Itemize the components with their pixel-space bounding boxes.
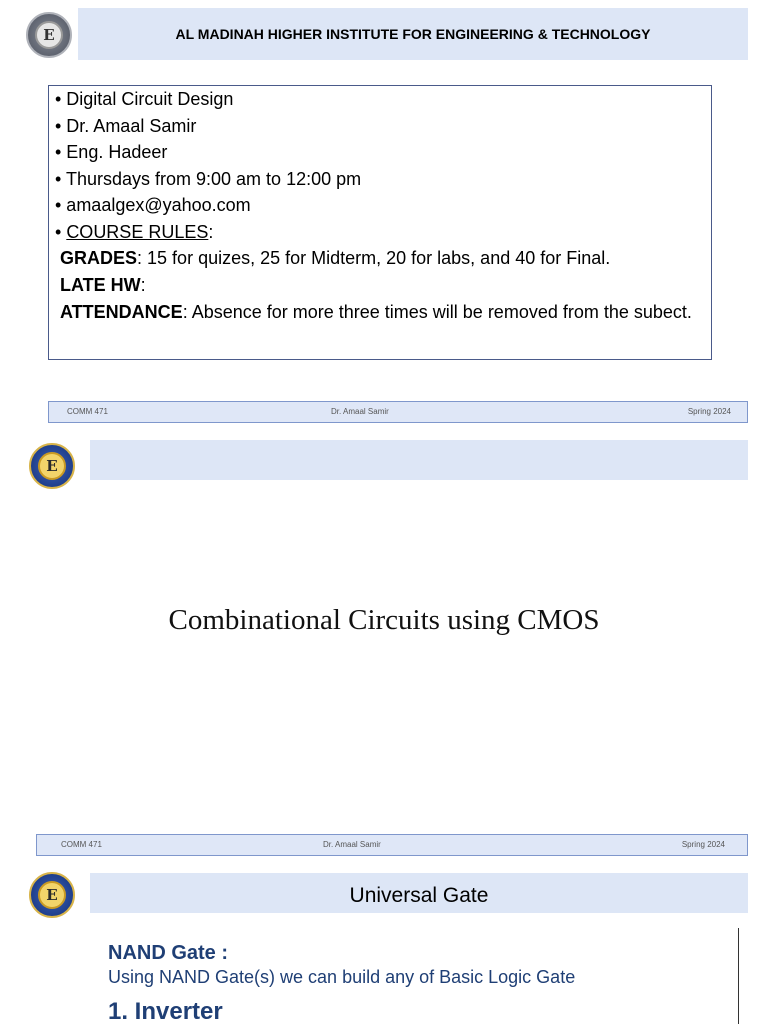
bullet-email: • amaalgex@yahoo.com: [55, 195, 251, 215]
footer-term: Spring 2024: [681, 840, 725, 849]
grades-label: GRADES: [60, 248, 138, 268]
footer-term: Spring 2024: [687, 407, 731, 416]
bullet-course: • Digital Circuit Design: [55, 89, 234, 109]
slide-footer: [48, 401, 748, 423]
logo-letter: E: [38, 881, 66, 909]
nand-description: Using NAND Gate(s) we can build any of Basic Logic Gate: [108, 967, 576, 987]
inverter-item: 1. Inverter: [108, 998, 223, 1025]
bullet-course-rules: [55, 219, 703, 246]
grades-line: [55, 245, 703, 272]
slide-heading: Universal Gate: [349, 884, 489, 907]
nand-title: NAND Gate :: [108, 942, 229, 964]
attendance-line: [55, 302, 703, 322]
logo-letter: E: [35, 21, 63, 49]
header-band: [90, 440, 748, 480]
institute-logo: [29, 872, 75, 918]
institute-logo: [29, 443, 75, 489]
vertical-rule: [738, 928, 739, 1024]
grades-text: : 15 for quizes, 25 for Midterm, 20 for labs, and 40 for Final.: [137, 248, 611, 268]
course-rules-label: COURSE RULES: [66, 221, 209, 242]
bullet-instructor: • Dr. Amaal Samir: [55, 115, 197, 136]
latehw-text: :: [140, 274, 146, 295]
footer-course: COMM 471: [61, 840, 102, 849]
course-info-box: [48, 85, 712, 360]
latehw-label: LATE HW: [60, 274, 141, 295]
footer-course: COMM 471: [67, 407, 108, 416]
latehw-line: [55, 272, 703, 299]
footer-instructor: Dr. Amaal Samir: [323, 840, 381, 849]
institute-title: AL MADINAH HIGHER INSTITUTE FOR ENGINEERING & TECHNOLOGY: [175, 26, 651, 42]
institute-logo: [26, 12, 72, 58]
attendance-label: ATTENDANCE: [60, 302, 183, 322]
rules-bullet: •: [55, 221, 67, 242]
slide-title: Combinational Circuits using CMOS: [168, 604, 600, 636]
logo-letter: E: [38, 452, 66, 480]
bullet-ta: • Eng. Hadeer: [55, 142, 168, 162]
attendance-text: : Absence for more three times will be removed from the subect.: [182, 302, 692, 322]
bullet-schedule: • Thursdays from 9:00 am to 12:00 pm: [55, 168, 362, 189]
footer-instructor: Dr. Amaal Samir: [331, 407, 389, 416]
slide-footer: [36, 834, 748, 856]
course-rules-colon: :: [208, 221, 214, 242]
